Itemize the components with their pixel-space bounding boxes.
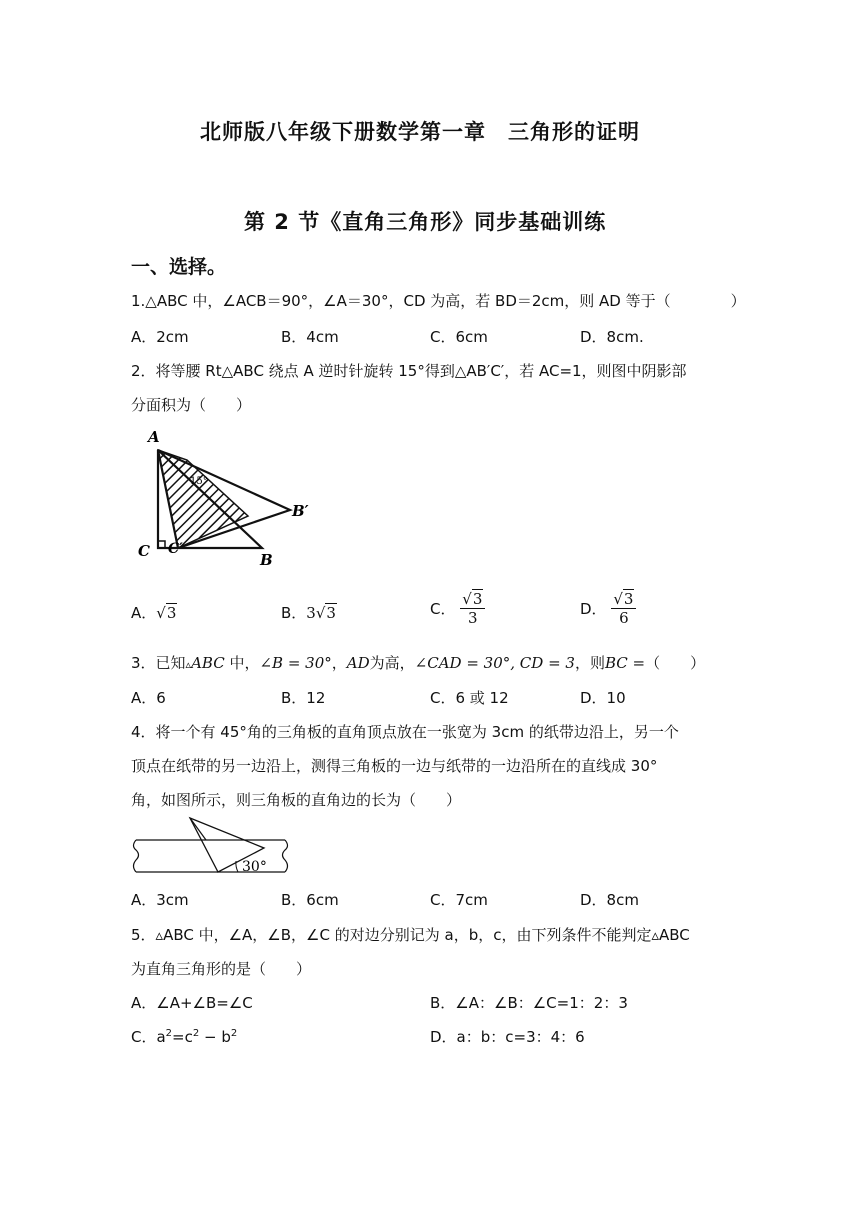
q2-option-a: A．√3 bbox=[131, 604, 177, 622]
q3-option-a: A．6 bbox=[131, 689, 166, 707]
label-c-prime: C′ bbox=[168, 541, 183, 557]
q3-option-d: D．10 bbox=[580, 689, 626, 707]
q4-option-b: B．6cm bbox=[281, 891, 339, 909]
question-1-text: 1.△ABC 中，∠ACB＝90°，∠A＝30°，CD 为高，若 BD＝2cm，则 AD 等于（ ） bbox=[131, 292, 746, 310]
label-b: B bbox=[260, 551, 273, 568]
label-c: C bbox=[138, 542, 150, 560]
question-5-line-1: 5．▵ABC 中，∠A，∠B，∠C 的对边分别记为 a，b，c，由下列条件不能判定▵ABC bbox=[131, 926, 690, 944]
label-b-prime: B′ bbox=[292, 502, 309, 520]
question-4-line-3: 角，如图所示，则三角板的直角边的长为（ ） bbox=[131, 791, 462, 809]
q5-option-c: C．$a^2=c^2 - b^2$ bbox=[131, 1028, 238, 1046]
q1-option-a: A．2cm bbox=[131, 328, 189, 346]
q2-option-c: C． $\frac{√3}{3}$ bbox=[430, 590, 485, 627]
question-2-line-2: 分面积为（ ） bbox=[131, 396, 252, 414]
q5-option-a: A．∠A+∠B=∠C bbox=[131, 994, 253, 1012]
q4-option-d: D．8cm bbox=[580, 891, 639, 909]
doc-title: 北师版八年级下册数学第一章 三角形的证明 bbox=[200, 120, 640, 144]
question-2-line-1: 2．将等腰 Rt△ABC 绕点 A 逆时针旋转 15°得到△AB′C′，若 AC=1，则图中阴影部 bbox=[131, 362, 687, 380]
q5-option-b: B．∠A：∠B：∠C=1：2：3 bbox=[430, 994, 628, 1012]
q4-paper-strip-figure bbox=[130, 816, 295, 876]
q2-option-b: B．3√3 bbox=[281, 604, 336, 622]
question-4-line-1: 4．将一个有 45°角的三角板的直角顶点放在一张宽为 3cm 的纸带边沿上，另一个 bbox=[131, 723, 679, 741]
doc-subtitle: 第 2 节《直角三角形》同步基础训练 bbox=[244, 210, 607, 234]
q1-option-d: D．8cm. bbox=[580, 328, 644, 346]
label-angle-30: 30° bbox=[242, 859, 267, 875]
label-a: A bbox=[148, 428, 160, 446]
section-heading: 一、选择。 bbox=[131, 256, 227, 278]
q4-option-c: C．7cm bbox=[430, 891, 488, 909]
q3-option-c: C．6 或 12 bbox=[430, 689, 509, 707]
q5-option-d: D．a：b：c=3：4：6 bbox=[430, 1028, 585, 1046]
q1-option-b: B．4cm bbox=[281, 328, 339, 346]
shaded-region bbox=[158, 450, 248, 548]
question-3-text: 3．已知▵ABC 中，∠B = 30°，AD为高，∠CAD = 30°, CD = 3，则BC =（ ） bbox=[131, 654, 706, 672]
q3-option-b: B．12 bbox=[281, 689, 326, 707]
q1-option-c: C．6cm bbox=[430, 328, 488, 346]
label-angle-15: 15° bbox=[190, 476, 208, 487]
q2-option-d: D． $\frac{√3}{6}$ bbox=[580, 590, 636, 627]
q4-option-a: A．3cm bbox=[131, 891, 189, 909]
question-4-line-2: 顶点在纸带的另一边沿上，测得三角板的一边与纸带的一边沿所在的直线成 30° bbox=[131, 757, 658, 775]
q2-rotated-triangle-figure bbox=[130, 428, 320, 568]
question-5-line-2: 为直角三角形的是（ ） bbox=[131, 960, 312, 978]
